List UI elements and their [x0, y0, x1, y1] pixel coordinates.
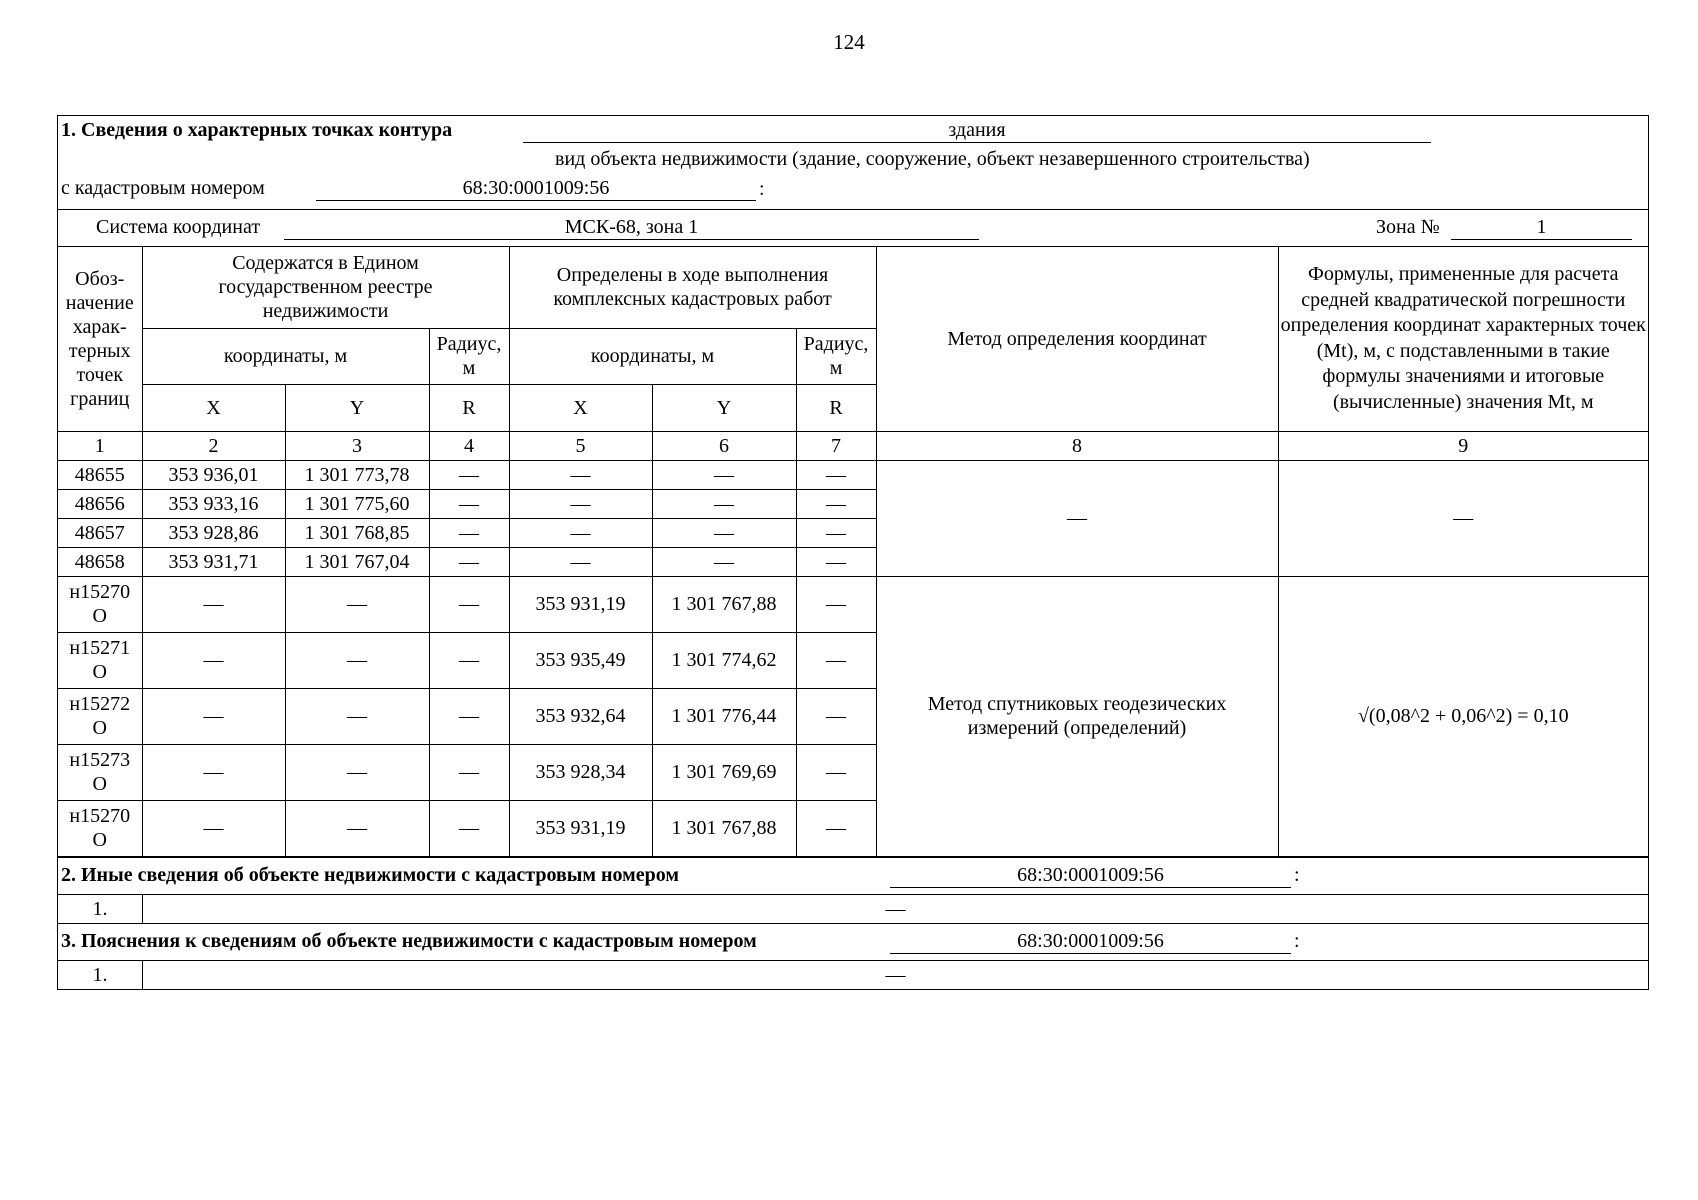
formulas-header: Формулы, примененные для расчета средней квадратической погрешности определения координат характерных точек (Mt), м, с подставленными в такие формулы значениями и итоговые (вычисленные) значения Mt, м [1278, 247, 1648, 431]
kkr-r: — [796, 688, 876, 744]
cadastral-colon: : [759, 178, 765, 200]
egrn-y: — [285, 576, 429, 632]
col-number: 4 [429, 431, 509, 460]
col-number: 9 [1278, 431, 1648, 460]
egrn-y: — [285, 632, 429, 688]
section2-cadastral-number: 68:30:0001009:56 [890, 863, 1291, 888]
section1-header [58, 116, 1648, 210]
egrn-radius-header: Радиус, м [429, 328, 509, 384]
kkr-y: 1 301 767,88 [652, 576, 796, 632]
egrn-y: — [285, 688, 429, 744]
kkr-x: 353 935,49 [509, 632, 652, 688]
col-number: 7 [796, 431, 876, 460]
coordinates-table [58, 247, 1648, 857]
egrn-y-header: Y [285, 384, 429, 431]
egrn-x: 353 928,86 [142, 518, 285, 547]
kkr-radius-header: Радиус, м [796, 328, 876, 384]
kkr-x: — [509, 489, 652, 518]
section3-colon: : [1294, 929, 1300, 952]
egrn-r: — [429, 547, 509, 576]
point-id: н15273 О [58, 744, 142, 800]
kkr-r-header: R [796, 384, 876, 431]
egrn-x: 353 931,71 [142, 547, 285, 576]
point-id: 48656 [58, 489, 142, 518]
section3-item [58, 960, 1648, 989]
section2-item-number: 1. [58, 895, 143, 923]
egrn-coords-header: координаты, м [142, 328, 429, 384]
egrn-y: 1 301 775,60 [285, 489, 429, 518]
kkr-coords-header: координаты, м [509, 328, 796, 384]
egrn-r: — [429, 518, 509, 547]
object-type-caption: вид объекта недвижимости (здание, сооружение, объект незавершенного строительства) [555, 148, 1310, 170]
egrn-y: 1 301 768,85 [285, 518, 429, 547]
group2-method: Метод спутниковых геодезических измерений (определений) [876, 576, 1278, 856]
kkr-r: — [796, 460, 876, 489]
kkr-x: 353 928,34 [509, 744, 652, 800]
section3-header [58, 923, 1648, 960]
col-point-header: Обоз- начение харак- терных точек границ [58, 247, 142, 431]
coord-system-value: МСК-68, зона 1 [284, 215, 979, 240]
col-number: 5 [509, 431, 652, 460]
egrn-y: — [285, 800, 429, 856]
group1-method: — [876, 460, 1278, 576]
kkr-x: — [509, 460, 652, 489]
section2-colon: : [1294, 863, 1300, 886]
egrn-r: — [429, 576, 509, 632]
zone-value: 1 [1451, 215, 1632, 240]
kkr-y: 1 301 769,69 [652, 744, 796, 800]
egrn-x: — [142, 632, 285, 688]
kkr-y: — [652, 460, 796, 489]
kkr-x-header: X [509, 384, 652, 431]
egrn-r: — [429, 744, 509, 800]
cadastral-label: с кадастровым номером [61, 177, 265, 199]
point-id: н15270 О [58, 800, 142, 856]
point-id: н15270 О [58, 576, 142, 632]
point-id: 48657 [58, 518, 142, 547]
section3-title: 3. Пояснения к сведениям об объекте недвижимости с кадастровым номером [61, 929, 757, 952]
col-number: 2 [142, 431, 285, 460]
kkr-r: — [796, 489, 876, 518]
egrn-x: — [142, 576, 285, 632]
group1-formula: — [1278, 460, 1648, 576]
kkr-r: — [796, 576, 876, 632]
kkr-y-header: Y [652, 384, 796, 431]
kkr-r: — [796, 800, 876, 856]
point-id: н15271 О [58, 632, 142, 688]
kkr-r: — [796, 547, 876, 576]
section3-cadastral-number: 68:30:0001009:56 [890, 929, 1291, 954]
col-number: 3 [285, 431, 429, 460]
section2-item [58, 894, 1648, 923]
kkr-x: 353 932,64 [509, 688, 652, 744]
table-row [58, 460, 1648, 489]
col-number: 1 [58, 431, 142, 460]
section2-title: 2. Иные сведения об объекте недвижимости с кадастровым номером [61, 863, 680, 886]
egrn-x-header: X [142, 384, 285, 431]
col-number: 6 [652, 431, 796, 460]
egrn-r: — [429, 688, 509, 744]
section3-item-number: 1. [58, 961, 143, 989]
egrn-r: — [429, 632, 509, 688]
zone-label: Зона № [1376, 216, 1440, 238]
section2-item-text: — [885, 897, 906, 920]
egrn-r-header: R [429, 384, 509, 431]
egrn-x: 353 933,16 [142, 489, 285, 518]
kkr-y: 1 301 776,44 [652, 688, 796, 744]
column-numbers-row [58, 431, 1648, 460]
kkr-x: — [509, 547, 652, 576]
header-row-1 [58, 247, 1648, 328]
egrn-group-header: Содержатся в Едином государственном реестре недвижимости [142, 247, 509, 328]
group2-formula: √(0,08^2 + 0,06^2) = 0,10 [1278, 576, 1648, 856]
kkr-x: 353 931,19 [509, 800, 652, 856]
kkr-r: — [796, 744, 876, 800]
col-number: 8 [876, 431, 1278, 460]
kkr-r: — [796, 632, 876, 688]
point-id: н15272 О [58, 688, 142, 744]
egrn-x: — [142, 800, 285, 856]
section2-header [58, 857, 1648, 894]
egrn-r: — [429, 489, 509, 518]
cadastral-form [57, 115, 1649, 990]
section1-title: 1. Сведения о характерных точках контура [61, 119, 453, 141]
point-id: 48658 [58, 547, 142, 576]
kkr-y: 1 301 767,88 [652, 800, 796, 856]
point-id: 48655 [58, 460, 142, 489]
kkr-y: 1 301 774,62 [652, 632, 796, 688]
coord-system-label: Система координат [96, 216, 261, 238]
egrn-r: — [429, 460, 509, 489]
section3-item-text: — [885, 963, 906, 986]
kkr-r: — [796, 518, 876, 547]
egrn-y: 1 301 773,78 [285, 460, 429, 489]
egrn-x: 353 936,01 [142, 460, 285, 489]
kkr-y: — [652, 547, 796, 576]
page-number: 124 [833, 30, 865, 54]
kkr-x: 353 931,19 [509, 576, 652, 632]
object-type-value: здания [523, 118, 1431, 143]
table-row [58, 576, 1648, 632]
egrn-y: 1 301 767,04 [285, 547, 429, 576]
coord-system-row [58, 210, 1648, 247]
kkr-x: — [509, 518, 652, 547]
egrn-r: — [429, 800, 509, 856]
kkr-y: — [652, 518, 796, 547]
kkr-y: — [652, 489, 796, 518]
kkr-group-header: Определены в ходе выполнения комплексных кадастровых работ [509, 247, 876, 328]
cadastral-number: 68:30:0001009:56 [316, 176, 756, 201]
egrn-x: — [142, 688, 285, 744]
egrn-x: — [142, 744, 285, 800]
egrn-y: — [285, 744, 429, 800]
method-header: Метод определения координат [876, 247, 1278, 431]
